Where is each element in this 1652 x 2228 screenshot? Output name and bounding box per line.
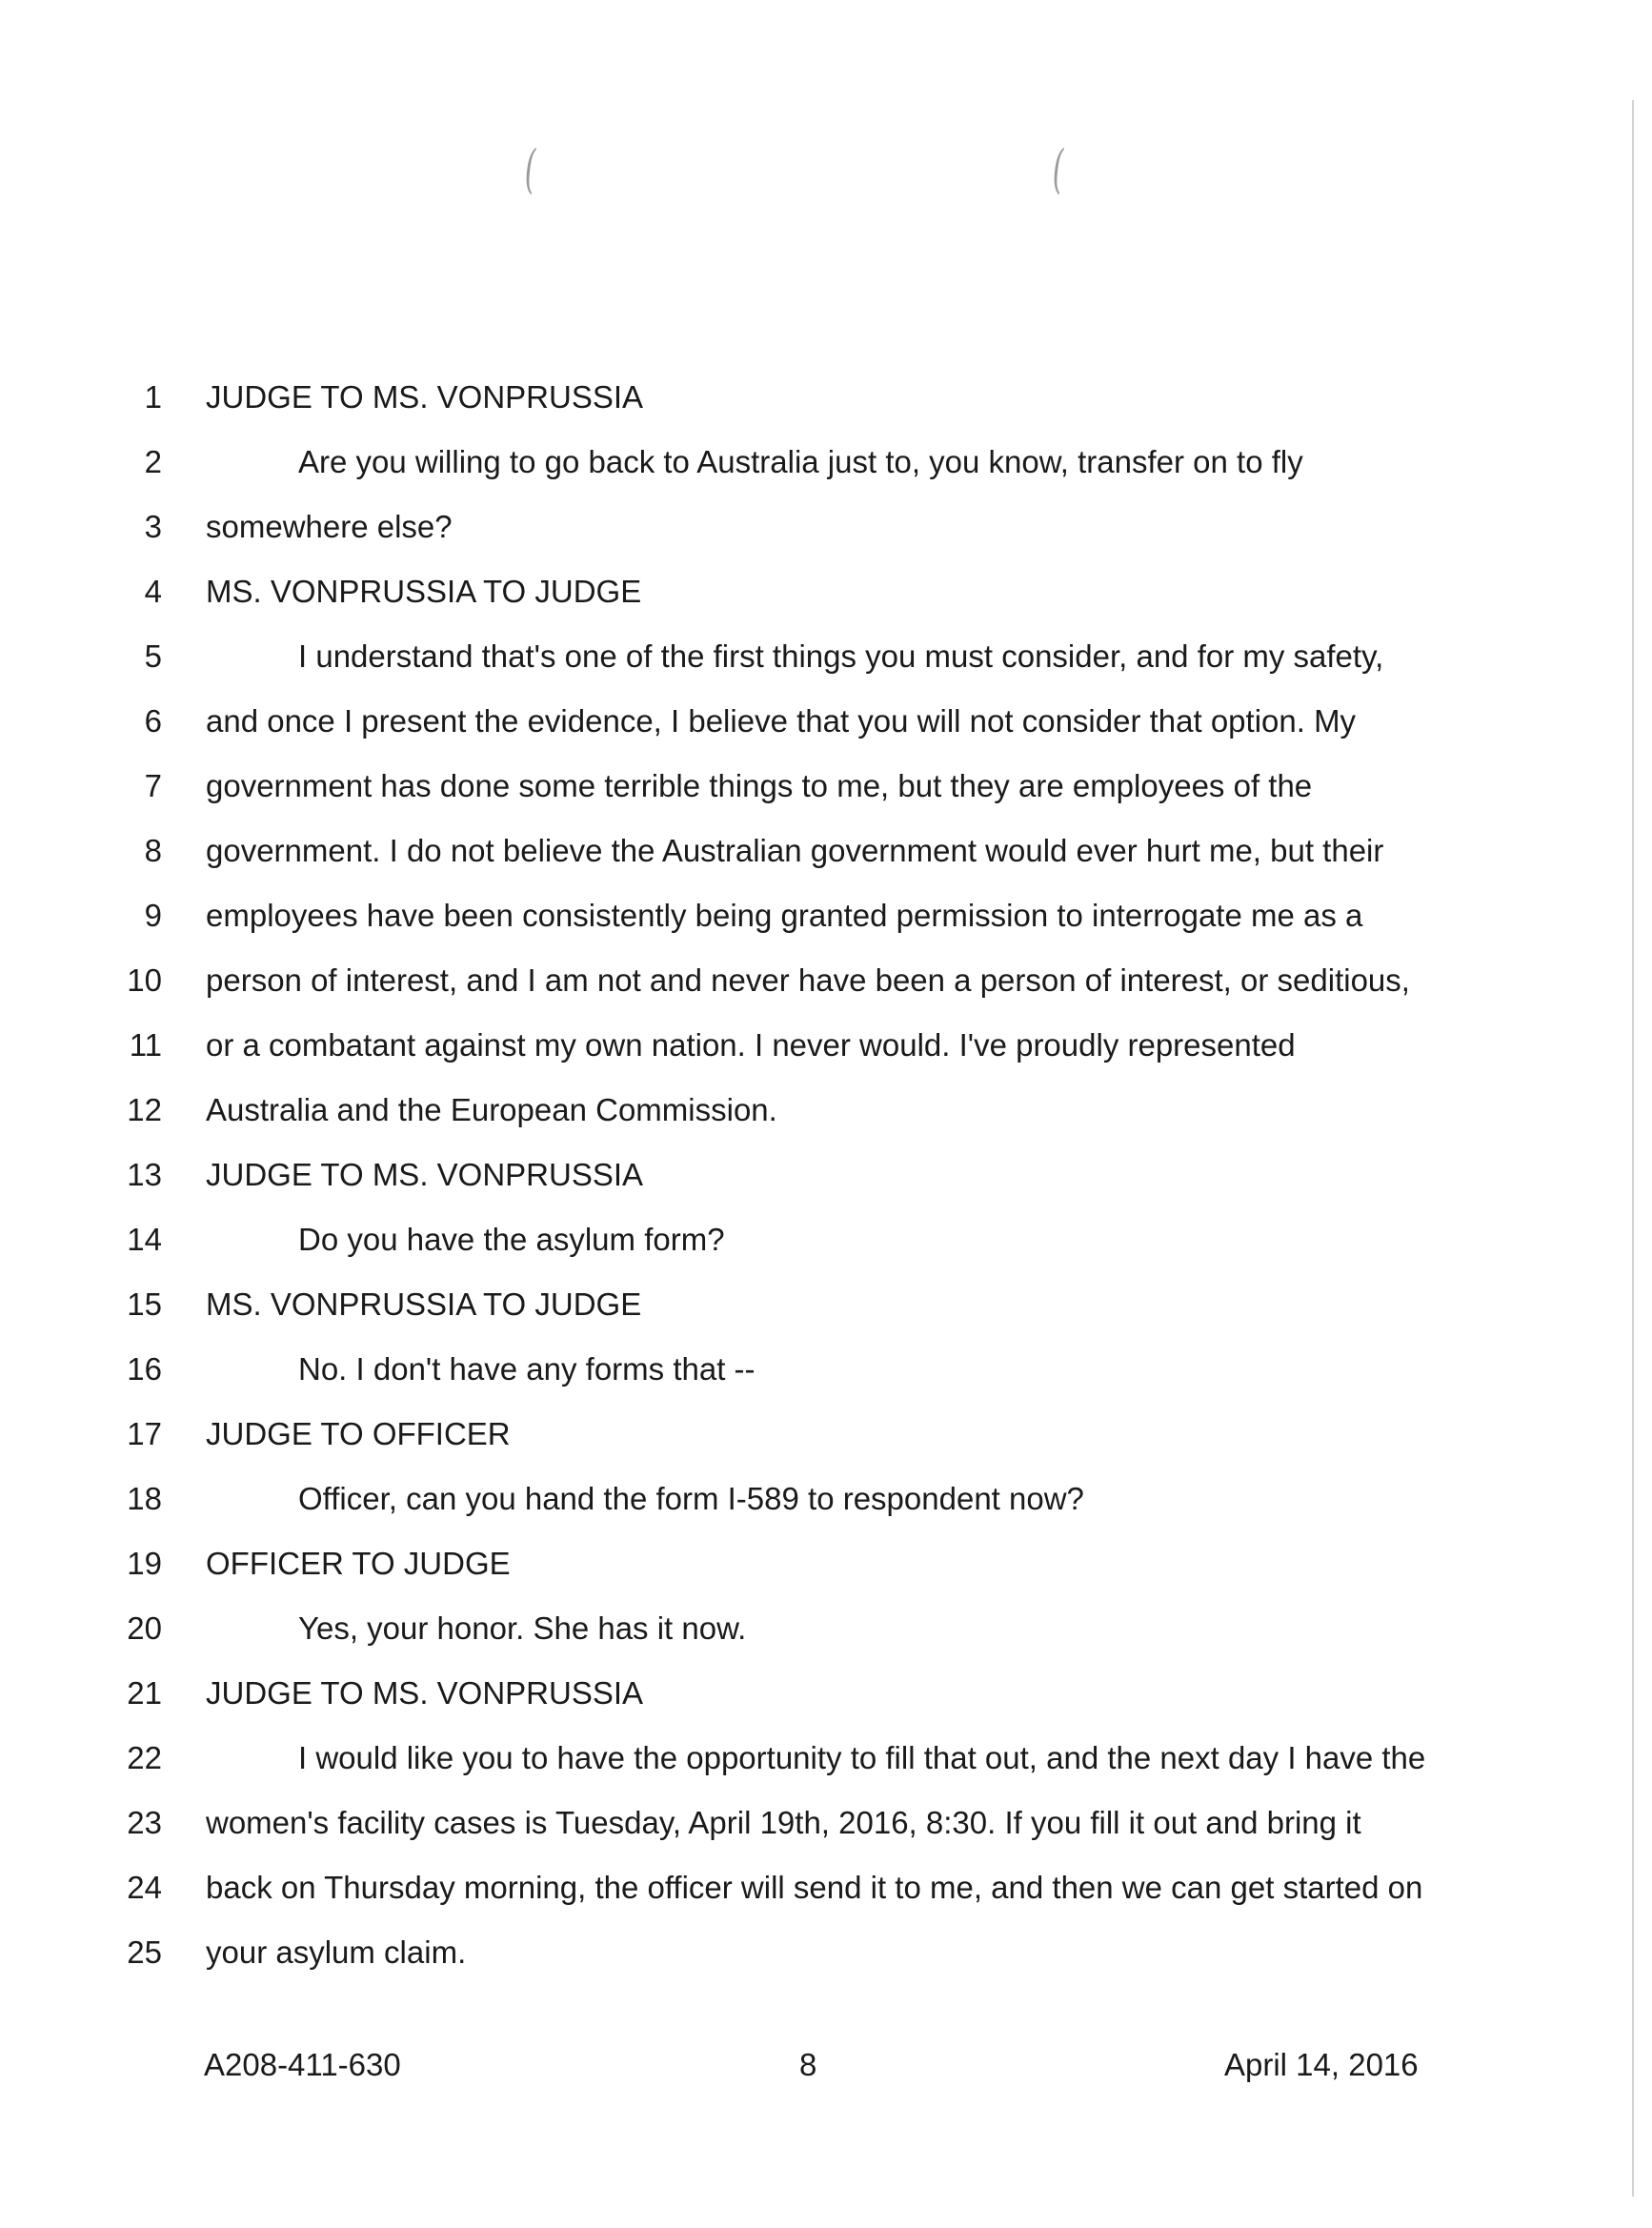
transcript-line [0, 1531, 1572, 1596]
line-text: women's facility cases is Tuesday, April 19th, 2016, 8:30. If you fill it out and bring it [206, 1805, 1361, 1840]
transcript-line [0, 1596, 1572, 1661]
line-text: Australia and the European Commission. [206, 1092, 777, 1127]
transcript-line [0, 948, 1572, 1013]
line-number: 6 [144, 703, 162, 739]
line-text: government. I do not believe the Australian government would ever hurt me, but their [206, 833, 1384, 868]
line-text: JUDGE TO MS. VONPRUSSIA [206, 1157, 644, 1192]
line-number: 17 [127, 1416, 162, 1451]
transcript-line [0, 365, 1572, 430]
transcript-line [0, 1078, 1572, 1143]
line-text: or a combatant against my own nation. I never would. I've proudly represented [206, 1027, 1296, 1063]
line-text: JUDGE TO MS. VONPRUSSIA [206, 379, 644, 415]
line-number: 19 [127, 1546, 162, 1581]
transcript-body [0, 365, 1572, 1985]
line-number: 25 [127, 1934, 162, 1970]
transcript-line [0, 1143, 1572, 1207]
line-text: somewhere else? [206, 509, 453, 544]
case-number: A208-411-630 [204, 2047, 401, 2082]
line-text: Do you have the asylum form? [298, 1222, 725, 1257]
line-text: employees have been consistently being granted permission to interrogate me as a [206, 898, 1363, 933]
line-text: OFFICER TO JUDGE [206, 1546, 511, 1581]
page-number: 8 [799, 2047, 817, 2082]
line-number: 2 [144, 444, 162, 479]
line-number: 5 [144, 638, 162, 674]
transcript-line [0, 1661, 1572, 1726]
line-number: 8 [144, 833, 162, 868]
line-text: No. I don't have any forms that -- [298, 1351, 755, 1387]
transcript-line [0, 1272, 1572, 1337]
transcript-line [0, 1402, 1572, 1467]
line-text: person of interest, and I am not and never have been a person of interest, or seditious, [206, 962, 1410, 998]
transcript-line [0, 495, 1572, 559]
line-text: JUDGE TO MS. VONPRUSSIA [206, 1675, 644, 1711]
line-text: Are you willing to go back to Australia just to, you know, transfer on to fly [298, 444, 1303, 479]
transcript-line [0, 624, 1572, 689]
line-text: government has done some terrible things to me, but they are employees of the [206, 768, 1313, 803]
header-mark-left: ( [524, 139, 536, 199]
line-text: JUDGE TO OFFICER [206, 1416, 511, 1451]
line-number: 3 [144, 509, 162, 544]
transcript-line [0, 1013, 1572, 1078]
line-text: I would like you to have the opportunity to fill that out, and the next day I have the [298, 1740, 1426, 1775]
line-text: and once I present the evidence, I believe that you will not consider that option. My [206, 703, 1357, 739]
line-text: MS. VONPRUSSIA TO JUDGE [206, 1286, 642, 1322]
line-text: MS. VONPRUSSIA TO JUDGE [206, 574, 642, 609]
line-number: 20 [127, 1610, 162, 1646]
transcript-line [0, 430, 1572, 495]
line-number: 7 [144, 768, 162, 803]
line-text: back on Thursday morning, the officer will send it to me, and then we can get started on [206, 1870, 1423, 1905]
line-number: 21 [127, 1675, 162, 1711]
line-number: 9 [144, 898, 162, 933]
transcript-line [0, 689, 1572, 754]
footer-date: April 14, 2016 [1224, 2047, 1419, 2082]
header-mark-right: ( [1052, 139, 1064, 199]
transcript-line [0, 1920, 1572, 1985]
transcript-line [0, 1726, 1572, 1791]
line-number: 12 [127, 1092, 162, 1127]
line-number: 15 [127, 1286, 162, 1322]
transcript-line [0, 819, 1572, 883]
transcript-line [0, 1855, 1572, 1920]
line-number: 13 [127, 1157, 162, 1192]
transcript-line [0, 1337, 1572, 1402]
line-number: 11 [129, 1027, 162, 1063]
line-number: 1 [144, 379, 162, 415]
line-text: Yes, your honor. She has it now. [298, 1610, 747, 1646]
transcript-line [0, 883, 1572, 948]
line-number: 22 [127, 1740, 162, 1775]
line-number: 14 [127, 1222, 162, 1257]
transcript-line [0, 1467, 1572, 1531]
line-text: your asylum claim. [206, 1934, 467, 1970]
page-edge-line [1632, 100, 1634, 2197]
transcript-line [0, 1791, 1572, 1855]
transcript-line [0, 754, 1572, 819]
transcript-line [0, 1207, 1572, 1272]
transcript-line [0, 559, 1572, 624]
line-number: 16 [127, 1351, 162, 1387]
line-number: 10 [127, 962, 162, 998]
line-text: I understand that's one of the first things you must consider, and for my safety, [298, 638, 1384, 674]
line-number: 4 [144, 574, 162, 609]
line-number: 24 [127, 1870, 162, 1905]
line-number: 23 [127, 1805, 162, 1840]
line-text: Officer, can you hand the form I-589 to respondent now? [298, 1481, 1084, 1516]
line-number: 18 [127, 1481, 162, 1516]
